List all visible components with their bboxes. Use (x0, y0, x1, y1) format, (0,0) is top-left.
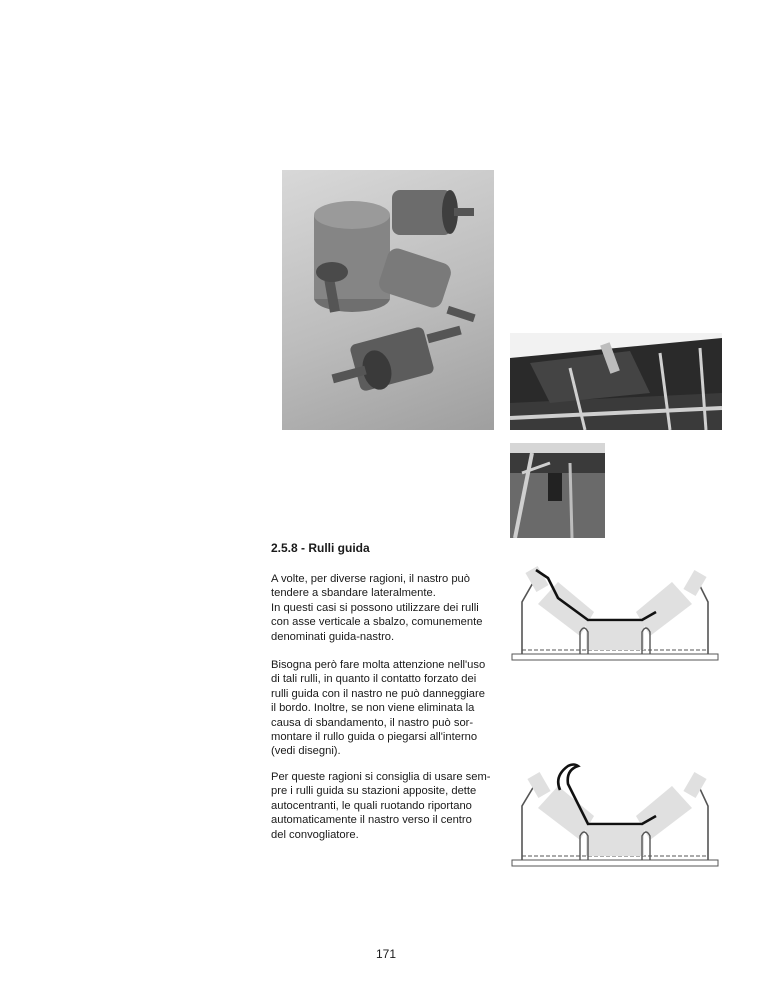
belt-overriding-guide-roller-diagram (508, 562, 722, 670)
text-line: montare il rullo guida o piegarsi all'interno (271, 731, 478, 744)
text-line: Bisogna però fare molta attenzione nell'uso (271, 659, 486, 671)
text-line: causa di sbandamento, il nastro può sor- (271, 716, 474, 729)
text-line: (vedi disegni). (271, 745, 341, 758)
text-line: pre i rulli guida su stazioni apposite, dette (271, 785, 477, 798)
text-line: di tali rulli, in quanto il contatto forzato dei (271, 673, 477, 686)
guide-rollers-photo (282, 170, 494, 430)
text-line: autocentranti, le quali ruotando riportano (271, 799, 472, 812)
text-line: con asse verticale a sbalzo, comunemente (271, 616, 483, 629)
belt-folding-inward-diagram (508, 760, 722, 875)
text-line: denominati guida-nastro. (271, 630, 395, 643)
text-line: il bordo. Inoltre, se non viene eliminata la (271, 702, 475, 715)
text-line: del convogliatore. (271, 828, 359, 841)
conveyor-photo-top (510, 333, 722, 430)
text-line: A volte, per diverse ragioni, il nastro può (271, 573, 470, 585)
text-line: In questi casi si possono utilizzare dei rulli (271, 601, 479, 614)
page-number: 171 (376, 947, 397, 961)
text-line: rulli guida con il nastro ne può danneggiare (271, 687, 485, 700)
text-line: tendere a sbandare lateralmente. (271, 587, 436, 600)
paragraph-intro (271, 572, 500, 644)
paragraph-warning (271, 658, 500, 759)
text-line: Per queste ragioni si consiglia di usare sem- (271, 771, 491, 783)
paragraph-recommendation (271, 770, 500, 842)
section-heading: 2.5.8 - Rulli guida (271, 541, 370, 555)
conveyor-photo-bottom (510, 443, 605, 538)
text-line: automaticamente il nastro verso il centro (271, 814, 472, 827)
